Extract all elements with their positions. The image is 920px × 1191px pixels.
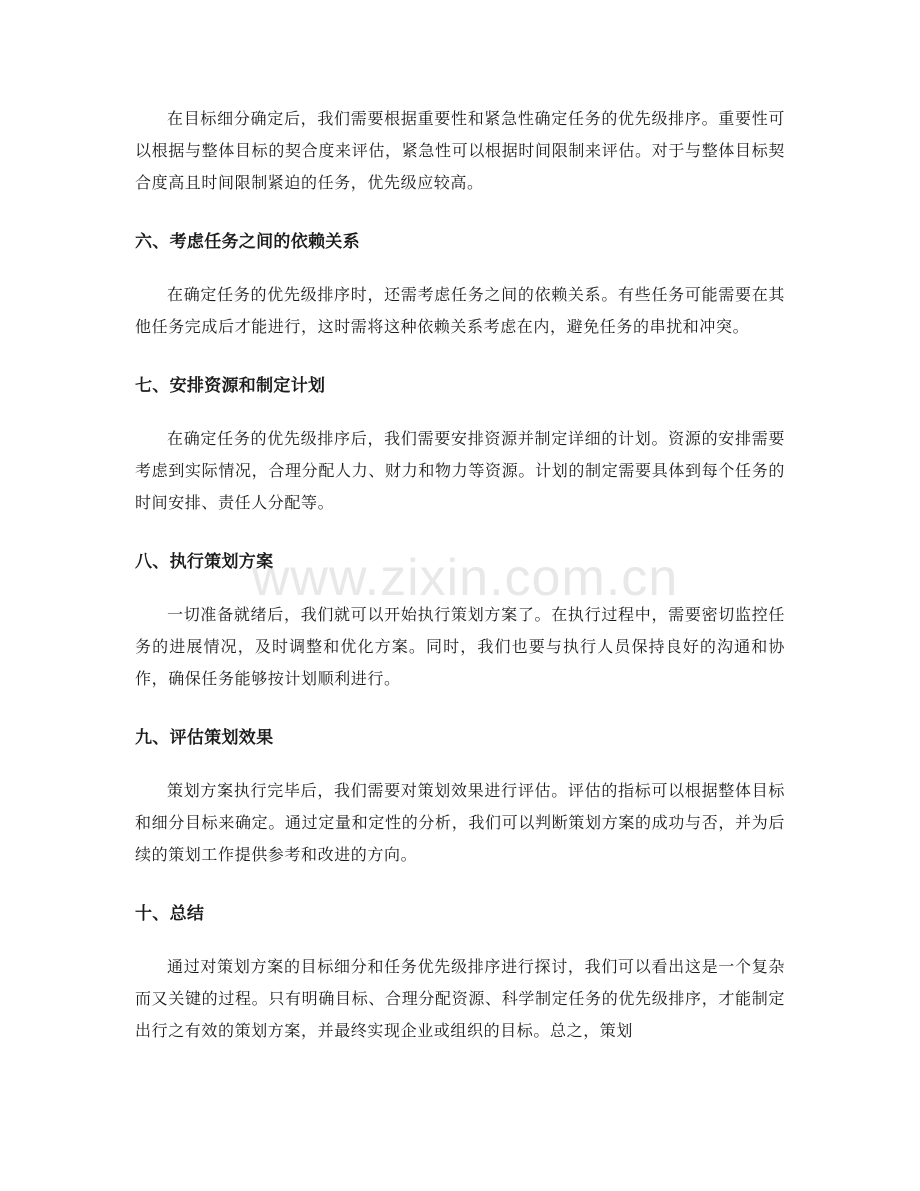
heading-ten-summary: 十、总结 <box>135 904 205 924</box>
paragraph-summary: 通过对策划方案的目标细分和任务优先级排序进行探讨，我们可以看出这是一个复杂而又关键的过程。只有明确目标、合理分配资源、科学制定任务的优先级排序，才能制定出行之有效的策划方案，并最终实现企业或组织的目标。总之，策划 <box>135 957 785 1040</box>
document-body <box>135 103 785 1047</box>
paragraph-execute: 一切准备就绪后，我们就可以开始执行策划方案了。在执行过程中，需要密切监控任务的进展情况，及时调整和优化方案。同时，我们也要与执行人员保持良好的沟通和协作，确保任务能够按计划顺利进行。 <box>135 605 785 688</box>
paragraph-dependencies: 在确定任务的优先级排序时，还需考虑任务之间的依赖关系。有些任务可能需要在其他任务完成后才能进行，这时需将这种依赖关系考虑在内，避免任务的串扰和冲突。 <box>135 285 785 336</box>
paragraph-resources: 在确定任务的优先级排序后，我们需要安排资源并制定详细的计划。资源的安排需要考虑到实际情况，合理分配人力、财力和物力等资源。计划的制定需要具体到每个任务的时间安排、责任人分配等。 <box>135 429 785 512</box>
heading-nine-evaluate: 九、评估策划效果 <box>135 728 274 748</box>
heading-six-dependencies: 六、考虑任务之间的依赖关系 <box>135 232 360 252</box>
paragraph-priority: 在目标细分确定后，我们需要根据重要性和紧急性确定任务的优先级排序。重要性可以根据与整体目标的契合度来评估，紧急性可以根据时间限制来评估。对于与整体目标契合度高且时间限制紧迫的任务，优先级应较高。 <box>135 109 785 192</box>
heading-seven-resources: 七、安排资源和制定计划 <box>135 376 326 396</box>
paragraph-evaluate: 策划方案执行完毕后，我们需要对策划效果进行评估。评估的指标可以根据整体目标和细分目标来确定。通过定量和定性的分析，我们可以判断策划方案的成功与否，并为后续的策划工作提供参考和改进的方向。 <box>135 781 785 864</box>
watermark: www.zixin.com.cn <box>251 549 679 607</box>
heading-eight-execute: 八、执行策划方案 <box>135 552 274 572</box>
